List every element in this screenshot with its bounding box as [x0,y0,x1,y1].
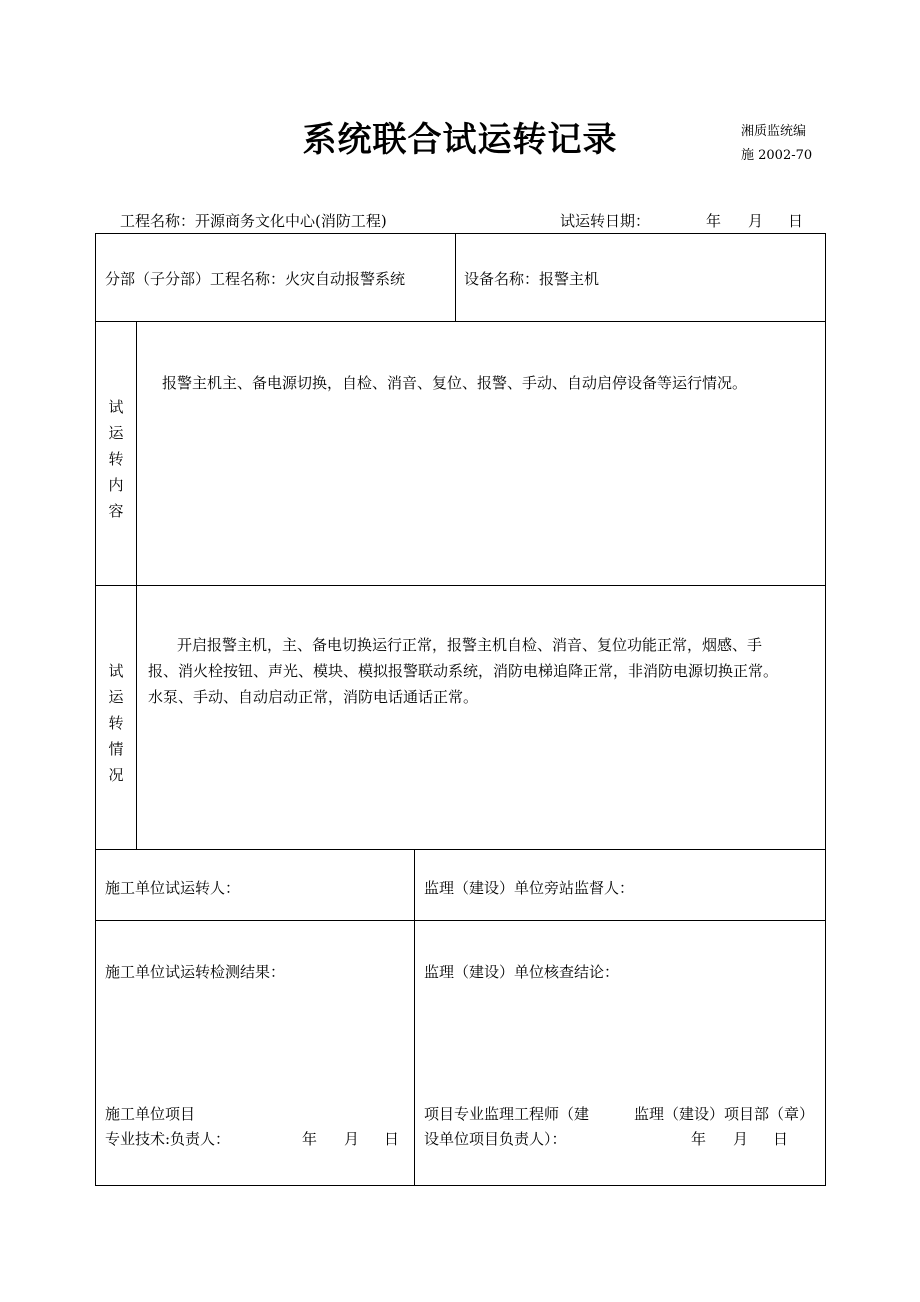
trial-situation-text: 开启报警主机，主、备电切换运行正常，报警主机自检、消音、复位功能正常，烟感、手 报、消火栓按钮、声光、模块、模拟报警联动系统，消防电梯追降正常，非消防电源切换正常。 水泵、手动、自动启动正常，消防电话通话正常。 [148,636,779,706]
content-section-label: 试 运 转 内 容 [108,398,124,520]
supervisor-sign-line1a: 项目专业监理工程师（建 [424,1105,590,1123]
divider [96,321,825,322]
trial-date-day: 日 [788,212,804,230]
trial-date-month: 月 [748,212,764,230]
subproject-name: 分部（子分部）工程名称：火灾自动报警系统 [105,270,406,288]
divider [136,321,137,849]
contractor-sign-month: 月 [344,1130,360,1148]
supervisor-sign-day: 日 [773,1130,789,1148]
situation-section-label: 试 运 转 情 况 [108,662,124,784]
form-code-line1: 湘质监统编 [741,124,807,139]
project-name: 工程名称：开源商务文化中心(消防工程) [120,212,387,230]
page-title: 系统联合试运转记录 [302,120,618,160]
supervisor-sign-line1b: 监理（建设）项目部（章） [634,1105,815,1123]
divider [96,849,825,850]
form-code [741,120,812,168]
contractor-sign-year: 年 [302,1130,318,1148]
divider [96,920,825,921]
supervisor-sign-line2: 设单位项目负责人）： [424,1130,567,1148]
contractor-sign-line1: 施工单位项目 [105,1105,196,1123]
supervisor-witness-label: 监理（建设）单位旁站监督人： [424,879,635,897]
equipment-name: 设备名称：报警主机 [464,270,600,288]
contractor-sign-line2: 专业技术:负责人： [105,1130,231,1148]
trial-date-label: 试运转日期： [560,212,651,230]
contractor-operator-label: 施工单位试运转人： [105,879,241,897]
record-table [95,233,826,1186]
supervisor-conclusion-label: 监理（建设）单位核查结论： [424,963,620,981]
contractor-sign-day: 日 [384,1130,400,1148]
form-code-line2: 施 2002-70 [741,148,813,163]
divider [414,849,415,1186]
divider [96,585,825,586]
trial-date-year: 年 [706,212,722,230]
supervisor-sign-month: 月 [733,1130,749,1148]
contractor-result-label: 施工单位试运转检测结果： [105,963,286,981]
supervisor-sign-year: 年 [691,1130,707,1148]
divider [455,234,456,321]
trial-content-text: 报警主机主、备电源切换，自检、消音、复位、报警、手动、自动启停设备等运行情况。 [162,374,748,392]
